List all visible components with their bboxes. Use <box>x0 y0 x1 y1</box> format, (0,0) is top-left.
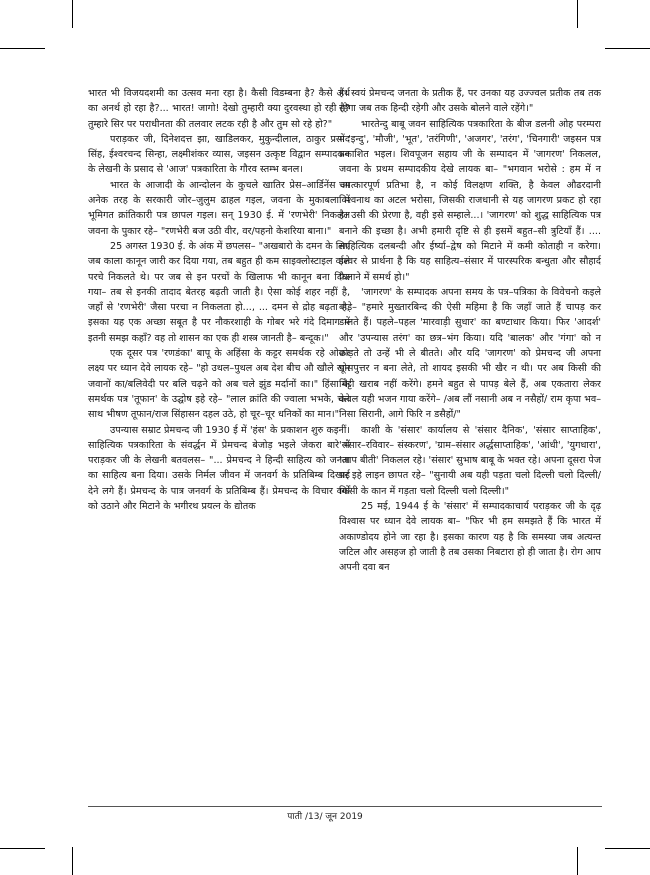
crop-mark-top-left-v <box>72 0 73 28</box>
paragraph: उपन्यास सम्राट प्रेमचन्द जी 1930 ई में 'हंस' के प्रकाशन शुरु कइनीं। साहित्यिक पत्रकारिता के संवर्द्धन में प्रेमचन्द बेजोड़ भइले जेकरा बारे में पराड़कर जी के लेखनी बतवलस– "... प्रेमचन्द ने हिन्दी साहित्य को जनता का साहित्य बना दिया। उसके निर्मल जीवन में जनवर्ग के प्रतिबिम्ब दिखाई देने लगे हैं। प्रेमचन्द के पात्र जनवर्ग के प्रतिबिम्ब हैं। प्रेमचन्द के विचार वर्गों को उठाने और मिटाने के भगीरथ प्रयत्न के द्योतक <box>88 424 350 513</box>
paragraph: 25 मई, 1944 ई के 'संसार' में सम्पादकाचार्य पराड़कर जी के दृढ़ विश्वास पर ध्यान देवे लायक बा– "फिर भी हम समझते हैं कि भारत में अकाण्डोदय होने जा रहा है। इसका कारण यह है कि समस्या जब अत्यन्त जटिल और असहज हो जाती है तब उसका निबटारा हो ही जाता है। रोग आप अपनी दवा बन <box>339 501 601 574</box>
crop-mark-top-right-h <box>605 48 650 49</box>
crop-mark-bottom-left-h <box>0 848 45 849</box>
footer-divider <box>88 806 602 807</box>
right-column <box>339 86 601 576</box>
crop-mark-top-right-v <box>577 0 578 28</box>
paragraph: काशी के 'संसार' कार्यालय से 'संसार दैनिक', 'संसार साप्ताहिक', 'संसार–रविवार– संस्करण', 'ग्राम–संसार अर्द्धसाप्ताहिक', 'आंधी', 'युगधारा', 'आप बीती' निकलल रहे। 'संसार' सुभाष बाबू के भक्त रहे। अपना दूसरा पेज पर इहे लाइन छापत रहे– "सुनायी अब यही पड़ता चलो दिल्ली चलो दिल्ली/किसी के कान में गड़ता चलो दिल्ली चलो दिल्ली।" <box>339 424 601 497</box>
crop-mark-bottom-left-v <box>72 847 73 875</box>
paragraph: 'जागरण' के सम्पादक अपना समय के पत्र–पत्रिका के विवेचनो कइले बाड़े– "हमारे मुख्तारबिन्द की ऐसी महिमा है कि जहाँ जाते हैं चापड़ कर डालते हैं। पहले–पहल 'मारवाड़ी सुधार' का बण्टाधार किया। फिर 'आदर्श' और 'उपन्यास तरंग' का छत्र–भंग किया। यदि 'बालक' और 'गंगा' को न छोड़ते तो उन्हें भी ले बीतते। और यदि 'जागरण' को प्रेमचन्द जी अपना पोसपुत्तर न बना लेते, तो शायद इसकी भी खैर न थी। पर अब किसी की मिट्टी खराब नहीं करेंगे। हमने बहुत से पापड़ बेले हैं, अब एकतारा लेकर केवल यही भजन गाया करेंगे– /अब लौं नसानी अब न नसैहों/ राम कृपा भव–निसा सिरानी, आगे फिरि न डसैहों/" <box>339 286 601 421</box>
paragraph: पराड़कर जी, दिनेशदत्त झा, खाडिलकर, मुकुन्दीलाल, ठाकुर प्रसाद सिंह, ईश्वरचन्द सिन्हा, लक्ष्मीशंकर व्यास, जइसन उत्कृष्ट विद्वान सम्पादकन के लेखनी के प्रसाद से 'आज' पत्रकारिता के गौरव स्तम्भ बनल। <box>88 133 350 176</box>
crop-mark-top-left-h <box>0 48 45 49</box>
paragraph: एक दूसर पत्र 'रणडंका' बापू के अहिंसा के कट्टर समर्थक रहे ओकर लक्ष्य पर ध्यान देवे लायक रहे– "हो उथल–पुथल अब देश बीच औ खौले खून जवानों का/बलिवेदी पर बलि चढ़ने को अब चले झुंड मर्दानों का।" हिंसा के समर्थक पत्र 'तूफान' के उद्घोष इहे रहे– "लाल क्रांति की ज्वाला भभके, चले साथ भीषण तूफान/राज सिंहासन दहल उठे, हो चूर–चूर धनिकों का मान।" <box>88 348 350 421</box>
paragraph: भारत भी विजयदशमी का उत्सव मना रहा है। कैसी विडम्बना है? कैसे अर्थ का अनर्थ हो रहा है?... भारत! जागो! देखो तुम्हारी क्या दुरवस्था हो रही है? तुम्हारे सिर पर पराधीनता की तलवार लटक रही है और तुम सो रहे हो?" <box>88 88 350 130</box>
left-column <box>88 86 350 514</box>
crop-mark-bottom-right-v <box>577 847 578 875</box>
paragraph: भारतेन्दु बाबू जवन साहित्यिक पत्रकारिता के बीज डलनी ओह परम्परा में 'इन्दु', 'मौजी', 'भूत', 'तरंगिणी', 'अजगर', 'तरंग', 'चिनगारी' जइसन पत्र प्रकाशित भइल। शिवपूजन सहाय जी के सम्पादन में 'जागरण' निकलल, जवना के प्रथम सम्पादकीय देखे लायक बा– "भगवान भरोसे : हम में न चमत्कारपूर्ण प्रतिभा है, न कोई विलक्षण शक्ति, है केवल औढरदानी विश्वनाथ का अटल भरोसा, जिसकी राजधानी से यह जागरण प्रकट हो रहा है। उसी की प्रेरणा है, वही इसे सम्हाले...। 'जागरण' को शुद्ध साहित्यिक पत्र बनाने की इच्छा है। अभी हमारी दृष्टि से ही इसमें बहुत–सी त्रुटियाँ हैं। .... साहित्यिक दलबन्दी और ईर्ष्या–द्वेष को मिटाने में कमी कोताही न करेगा। ईश्वर से प्रार्थना है कि यह साहित्य–संसार में पारस्परिक बन्धुता और सौहार्द फैलाने में समर्थ हो।" <box>339 118 601 283</box>
paragraph: भारत के आजादी के आन्दोलन के कुचले खातिर प्रेस–आर्डिनेंस आ अनेक तरह के सरकारी जोर–जुलुम ढाहल गइल, जवना के मुकाबला में भूमिगत क्रांतिकारी पत्र छापल गइल। सन् 1930 ई. में 'रणभेरी' निकलल जवना के पुकार रहे– "रणभेरी बज उठी वीर, वर/पहनो केशरिया बाना।" <box>88 179 350 237</box>
page-footer: पाती /13/ जून 2019 <box>287 812 363 822</box>
crop-mark-bottom-right-h <box>605 848 650 849</box>
paragraph: 25 अगस्त 1930 ई. के अंक में छपलस– "अखबारो के दमन के लिए जब काला कानून जारी कर दिया गया, तब बहुत ही कम साइक्लोस्टाइल वाले परचे निकलते थे। पर जब से इन परचों के खिलाफ भी कानून बना दिया गया– तब से इनकी तादाद बेतरह बढ़ती जाती है। ऐसा कोई शहर नहीं है, जहाँ से 'रणभेरी' जैसा परचा न निकलता हो..., ... दमन से द्रोह बढ़ता है, इसका यह एक अच्छा सबूत है पर नौकरशाही के गोबर भरे गंदे दिमाग में इतनी समझ कहाँ? वह तो शासन का एक ही शस्त्र जानती है– बन्दूक।" <box>88 240 350 344</box>
paragraph: हैं। स्वयं प्रेमचन्द जनता के प्रतीक हैं, पर उनका यह उज्ज्वल प्रतीक तब तक रहेगा जब तक हिन्दी रहेगी और उसके बोलने वाले रहेंगे।" <box>339 88 601 115</box>
